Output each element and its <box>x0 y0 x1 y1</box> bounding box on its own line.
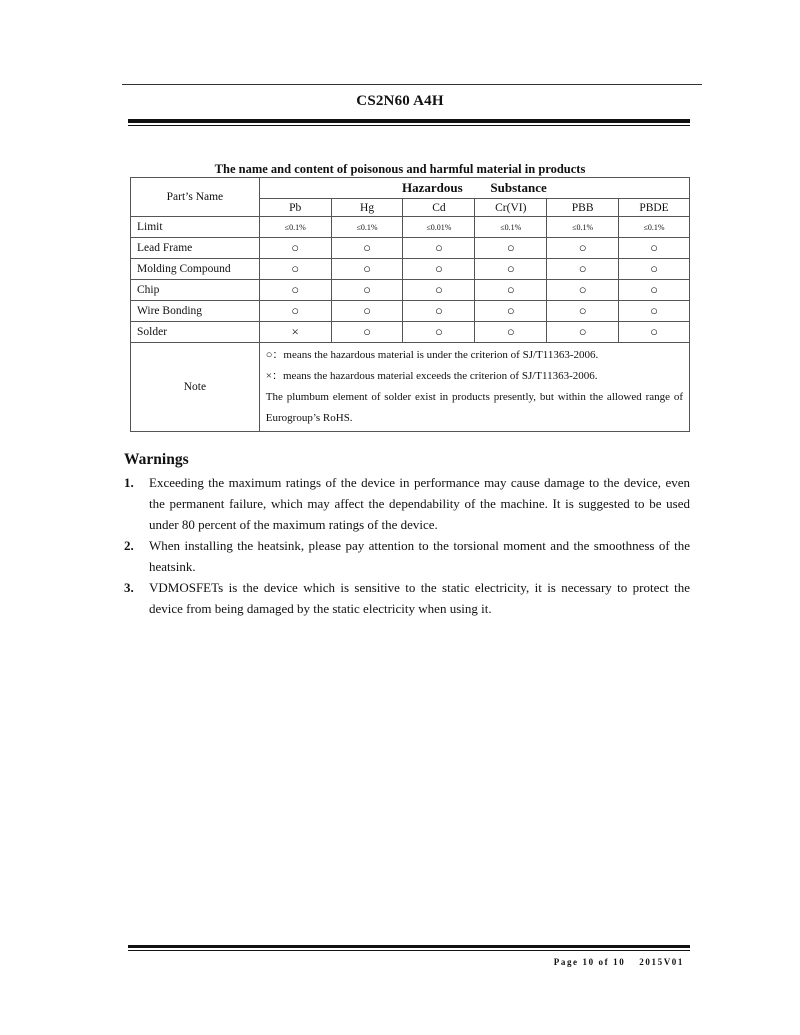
limit-value: ≤0.1% <box>619 217 690 238</box>
compliance-mark: ○ <box>259 259 331 280</box>
limit-value: ≤0.01% <box>403 217 475 238</box>
note-row <box>131 343 690 432</box>
warnings-heading: Warnings <box>124 451 189 468</box>
compliance-mark: ○ <box>331 238 403 259</box>
compliance-mark: ○ <box>619 259 690 280</box>
compliance-mark: ○ <box>259 301 331 322</box>
note-label: Note <box>131 343 260 432</box>
header-double-rule-thick <box>128 119 690 123</box>
warning-number: 1. <box>124 475 134 490</box>
substance-header: Cr(VI) <box>475 199 547 217</box>
note-body <box>259 343 689 432</box>
compliance-mark: ○ <box>475 259 547 280</box>
note-line: ○：means the hazardous material is under the criterion of SJ/T11363-2006. <box>265 349 599 361</box>
table-caption: The name and content of poisonous and harmful material in products <box>214 162 586 176</box>
compliance-mark: ○ <box>259 280 331 301</box>
part-name: Lead Frame <box>131 238 260 259</box>
limit-row <box>131 217 690 238</box>
page-footer <box>554 957 684 967</box>
limit-value: ≤0.1% <box>547 217 619 238</box>
compliance-mark: ○ <box>331 259 403 280</box>
compliance-mark: ○ <box>547 238 619 259</box>
warning-text: Exceeding the maximum ratings of the device in performance may cause damage to the device, even the permanent failure, which may affect the dependability of the machine. It is suggested to be used under 80 percent of the maximum ratings of the device. <box>149 475 690 532</box>
hazardous-substance-header: Hazardous Substance <box>259 178 689 199</box>
compliance-mark: ○ <box>547 322 619 343</box>
substance-header: PBB <box>547 199 619 217</box>
header-double-rule-thin <box>128 125 690 126</box>
hazardous-substance-table <box>130 177 690 432</box>
part-name: Wire Bonding <box>131 301 260 322</box>
substance-header: Pb <box>259 199 331 217</box>
compliance-mark: ○ <box>547 280 619 301</box>
substance-header: Hg <box>331 199 403 217</box>
table-row <box>131 322 690 343</box>
warning-number: 2. <box>124 538 134 553</box>
compliance-mark: ○ <box>403 280 475 301</box>
compliance-mark: ○ <box>475 238 547 259</box>
compliance-mark: ○ <box>403 322 475 343</box>
document-version: 2015V01 <box>639 957 684 967</box>
limit-label: Limit <box>131 217 260 238</box>
compliance-mark: ○ <box>403 259 475 280</box>
compliance-mark: ○ <box>619 322 690 343</box>
warning-number: 3. <box>124 580 134 595</box>
compliance-mark: × <box>259 322 331 343</box>
compliance-mark: ○ <box>331 322 403 343</box>
limit-value: ≤0.1% <box>331 217 403 238</box>
table-row <box>131 280 690 301</box>
compliance-mark: ○ <box>331 280 403 301</box>
compliance-mark: ○ <box>403 301 475 322</box>
table-row <box>131 259 690 280</box>
part-name: Chip <box>131 280 260 301</box>
compliance-mark: ○ <box>475 322 547 343</box>
compliance-mark: ○ <box>547 259 619 280</box>
warning-text: When installing the heatsink, please pay attention to the torsional moment and the smoothness of the heatsink. <box>149 538 690 574</box>
warning-item <box>124 472 690 535</box>
part-name: Solder <box>131 322 260 343</box>
warnings-list <box>124 472 690 619</box>
table-row <box>131 301 690 322</box>
part-name: Molding Compound <box>131 259 260 280</box>
compliance-mark: ○ <box>475 280 547 301</box>
warning-item <box>124 577 690 619</box>
part-name-header: Part’s Name <box>131 178 260 217</box>
limit-value: ≤0.1% <box>475 217 547 238</box>
footer-double-rule-thin <box>128 950 690 951</box>
table-header-row <box>131 178 690 199</box>
table-row <box>131 238 690 259</box>
compliance-mark: ○ <box>547 301 619 322</box>
compliance-mark: ○ <box>259 238 331 259</box>
page-number: Page 10 of 10 <box>553 957 626 967</box>
note-line: ×：means the hazardous material exceeds the criterion of SJ/T11363-2006. <box>265 370 598 382</box>
compliance-mark: ○ <box>619 238 690 259</box>
warning-item <box>124 535 690 577</box>
substance-header: Cd <box>403 199 475 217</box>
note-line: The plumbum element of solder exist in products presently, but within the allowed range of Eurogroup’s RoHS. <box>265 391 683 424</box>
footer-double-rule-thick <box>128 945 690 948</box>
substance-header: PBDE <box>619 199 690 217</box>
compliance-mark: ○ <box>619 280 690 301</box>
header-top-rule <box>122 84 702 85</box>
document-title: CS2N60 A4H <box>356 93 444 109</box>
compliance-mark: ○ <box>619 301 690 322</box>
compliance-mark: ○ <box>475 301 547 322</box>
limit-value: ≤0.1% <box>259 217 331 238</box>
compliance-mark: ○ <box>403 238 475 259</box>
warning-text: VDMOSFETs is the device which is sensitive to the static electricity, it is necessary to protect the device from being damaged by the static electricity when using it. <box>149 580 690 616</box>
compliance-mark: ○ <box>331 301 403 322</box>
